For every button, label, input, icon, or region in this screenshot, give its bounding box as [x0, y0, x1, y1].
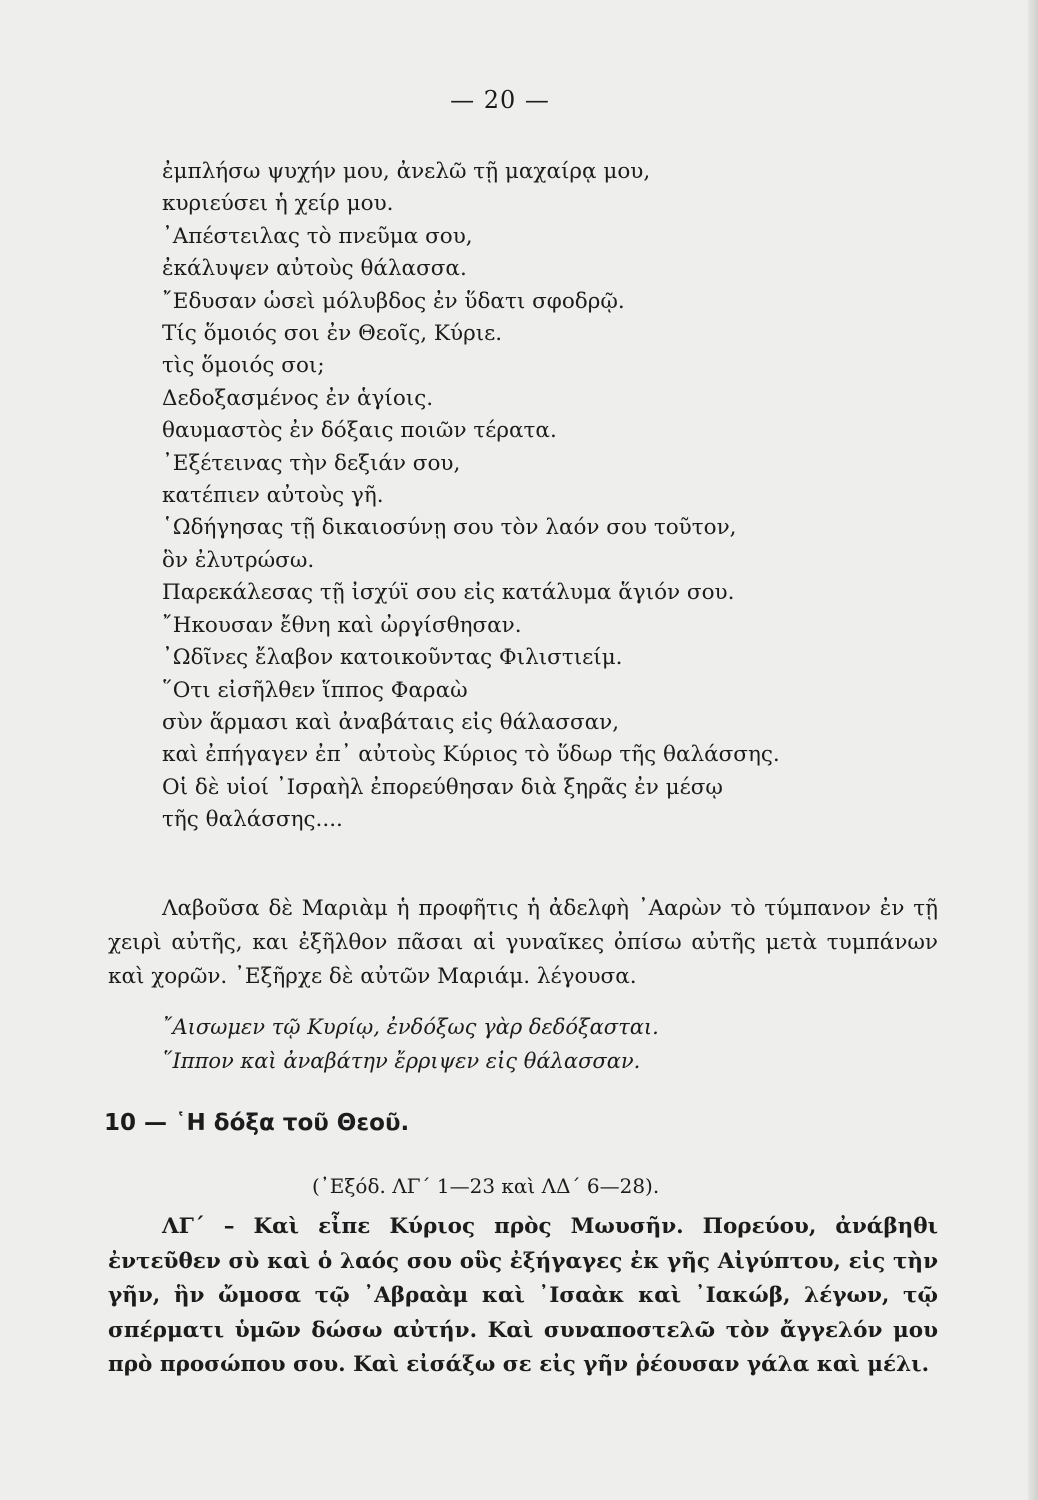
- verse-line: Τίς ὅμοιός σοι ἐν Θεοῖς, Κύριε.: [162, 321, 503, 347]
- paragraph-lg: ΛΓ΄ – Καὶ εἶπε Κύριος πρὸς Μωυσῆν. Πορεύου, ἀνάβηθι ἐντεῦθεν σὺ καὶ ὁ λαός σου οὓς ἐξήγαγες ἐκ γῆς Αἰγύπτου, εἰς τὴν γῆν, ἣν ὤμοσα τῷ ᾿Αβραὰμ καὶ ᾿Ισαὰκ καὶ ᾿Ιακώβ, λέγων, τῷ σπέρματι ὑμῶν δώσω αὐτήν. Καὶ συναποστελῶ τὸν ἄγγελόν μου πρὸ προσώπου σου. Καὶ εἰσάξω σε εἰς γῆν ῥέουσαν γάλα καὶ μέλι.: [108, 1214, 938, 1377]
- verse-line: Οἱ δὲ υἱοί ᾿Ισραὴλ ἐπορεύθησαν διὰ ξηρᾶς ἐν μέσῳ: [162, 774, 723, 800]
- verse-line: σὺν ἅρμασι καὶ ἀναβάταις εἰς θάλασσαν,: [162, 709, 620, 735]
- verse-line: τῆς θαλάσσης....: [162, 807, 343, 833]
- verse-block: [162, 156, 902, 837]
- verse-line: Παρεκάλεσας τῇ ἰσχύϊ σου εἰς κατάλυμα ἅγιόν σου.: [162, 580, 735, 606]
- verse-line: καὶ ἐπήγαγεν ἐπ᾿ αὐτοὺς Κύριος τὸ ὕδωρ τῆς θαλάσσης.: [162, 742, 780, 768]
- verse-line: τὶς ὅμοιός σοι;: [162, 353, 325, 379]
- verse-line: ῞Οτι εἰσῆλθεν ἵππος Φαραὼ: [162, 677, 468, 703]
- verse-line: κατέπιεν αὐτοὺς γῆ.: [162, 483, 384, 509]
- song-line: ῞Ιππον καὶ ἀναβάτην ἔρριψεν εἰς θάλασσαν.: [162, 1049, 641, 1073]
- verse-line: ἐκάλυψεν αὐτοὺς θάλασσα.: [162, 256, 467, 282]
- section-heading: 10 — ῾Η δόξα τοῦ Θεοῦ.: [104, 1110, 410, 1136]
- page-number: — 20 —: [450, 86, 550, 114]
- paragraph-miriam: Λαβοῦσα δὲ Μαριὰμ ἡ προφῆτις ἡ ἀδελφὴ ᾿Ααρὼν τὸ τύμπανον ἐν τῇ χειρὶ αὐτῆς, και ἐξῆλθον πᾶσαι αἱ γυναῖκες ὀπίσω αὐτῆς μετὰ τυμπάνων καὶ χορῶν. ᾿Εξῆρχε δὲ αὐτῶν Μαριάμ. λέγουσα.: [108, 896, 938, 989]
- verse-line: ᾿Απέστειλας τὸ πνεῦμα σου,: [162, 223, 473, 249]
- verse-line: ᾿Εξέτεινας τὴν δεξιάν σου,: [162, 450, 461, 476]
- verse-line: ῾Ωδήγησας τῇ δικαιοσύνῃ σου τὸν λαόν σου τοῦτον,: [162, 515, 737, 541]
- verse-line: ῎Εδυσαν ὡσεὶ μόλυβδος ἐν ὕδατι σφοδρῷ.: [162, 288, 625, 314]
- song-block: [162, 1010, 659, 1078]
- scripture-reference: (᾿Εξόδ. ΛΓ΄ 1—23 καὶ ΛΔ΄ 6—28).: [312, 1174, 660, 1198]
- song-line: ῎Αισωμεν τῷ Κυρίῳ, ἐνδόξως γὰρ δεδόξασται.: [162, 1015, 659, 1039]
- verse-line: Δεδοξασμένος ἐν ἁγίοις.: [162, 385, 434, 411]
- verse-line: κυριεύσει ἡ χείρ μου.: [162, 191, 394, 217]
- verse-line: ἐμπλήσω ψυχήν μου, ἀνελῶ τῇ μαχαίρᾳ μου,: [162, 159, 651, 184]
- verse-line: ᾿Ωδῖνες ἔλαβον κατοικοῦντας Φιλιστιείμ.: [162, 645, 623, 671]
- page-edge-shadow: [1028, 0, 1038, 1500]
- verse-line: ὃν ἐλυτρώσω.: [162, 547, 315, 573]
- verse-line: ῎Ηκουσαν ἔθνη καὶ ὠργίσθησαν.: [162, 612, 522, 638]
- verse-line: θαυμαστὸς ἐν δόξαις ποιῶν τέρατα.: [162, 418, 557, 444]
